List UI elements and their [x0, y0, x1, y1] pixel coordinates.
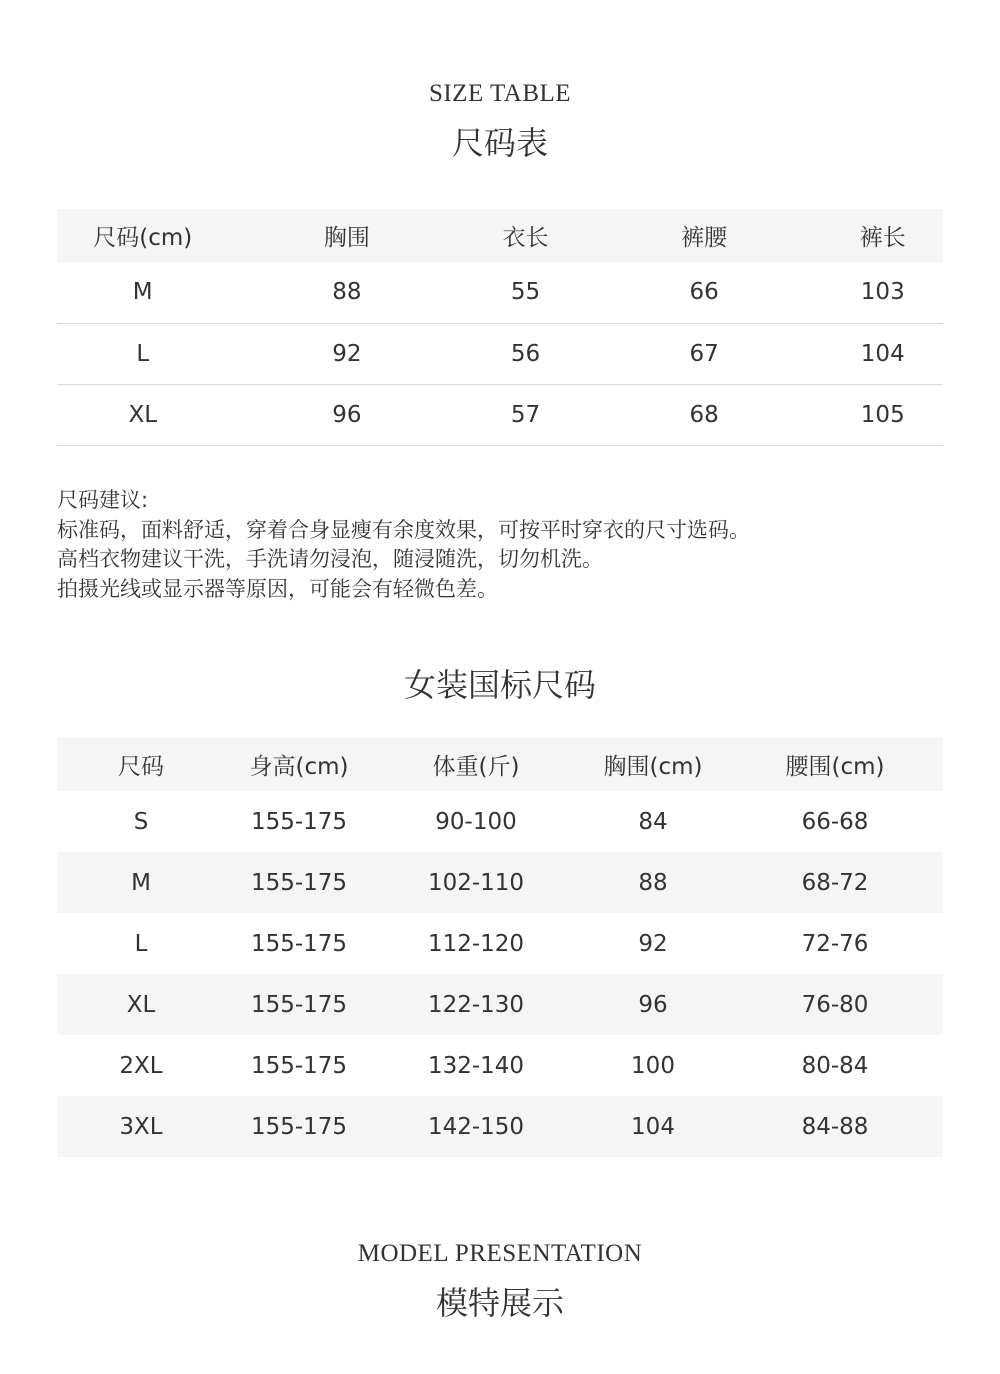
table-cell: 72-76 — [801, 930, 869, 957]
table-cell: 105 — [860, 401, 905, 428]
table-row — [57, 913, 943, 974]
size-advice — [57, 486, 943, 604]
table-cell: 92 — [638, 930, 668, 957]
table-cell: 90-100 — [435, 808, 517, 835]
table-cell: 155-175 — [250, 1052, 348, 1079]
size-table-title-en: SIZE TABLE — [428, 80, 572, 107]
header-cell: 体重(斤) — [432, 754, 520, 780]
table-row — [57, 1035, 943, 1096]
header-cell: 衣长 — [502, 225, 549, 251]
table-cell: 55 — [510, 279, 541, 306]
national-table-header-row — [57, 738, 943, 791]
header-cell: 裤长 — [859, 225, 906, 251]
table-cell: 84-88 — [801, 1113, 869, 1140]
national-size-table — [57, 738, 943, 1157]
advice-line: 拍摄光线或显示器等原因，可能会有轻微色差。 — [57, 576, 498, 601]
table-cell: 3XL — [119, 1113, 163, 1140]
header-cell: 胸围(cm) — [603, 754, 703, 780]
table-cell: 2XL — [119, 1052, 163, 1079]
table-cell: 122-130 — [427, 991, 525, 1018]
advice-line: 标准码，面料舒适，穿着合身显瘦有余度效果，可按平时穿衣的尺寸选码。 — [57, 517, 750, 542]
table-row — [57, 323, 943, 384]
table-cell: 104 — [631, 1113, 675, 1140]
table-cell: 103 — [860, 279, 905, 306]
table-cell: L — [134, 930, 148, 957]
table-cell: 100 — [631, 1052, 675, 1079]
table-row — [57, 852, 943, 913]
table-cell: 88 — [638, 869, 668, 896]
header-cell: 胸围 — [323, 225, 370, 251]
table-cell: 80-84 — [801, 1052, 869, 1079]
header-cell: 尺码 — [118, 754, 164, 780]
table-cell: 92 — [332, 340, 362, 367]
header-cell: 身高(cm) — [249, 754, 349, 780]
table-cell: M — [131, 869, 151, 896]
table-cell: 56 — [510, 340, 541, 367]
size-table-header-row — [57, 209, 943, 262]
table-cell: 66-68 — [801, 808, 869, 835]
table-row — [57, 262, 943, 323]
table-cell: 155-175 — [250, 808, 348, 835]
table-cell: 155-175 — [250, 991, 348, 1018]
national-size-title: 女装国标尺码 — [403, 666, 596, 704]
table-cell: 66 — [689, 279, 719, 306]
table-cell: L — [136, 340, 150, 367]
table-cell: 112-120 — [427, 930, 525, 957]
table-cell: M — [132, 279, 153, 306]
table-cell: S — [133, 808, 149, 835]
size-table-title-cn: 尺码表 — [451, 124, 548, 162]
advice-heading: 尺码建议: — [57, 488, 149, 512]
table-cell: 142-150 — [427, 1113, 525, 1140]
table-cell: XL — [126, 991, 156, 1018]
table-cell: 88 — [332, 279, 362, 306]
table-cell: 96 — [332, 401, 362, 428]
table-cell: 155-175 — [250, 869, 348, 896]
header-cell: 裤腰 — [681, 225, 728, 251]
table-cell: XL — [128, 401, 158, 428]
table-cell: 104 — [860, 340, 905, 367]
table-cell: 84 — [638, 808, 668, 835]
table-cell: 68 — [689, 401, 719, 428]
size-table — [57, 209, 943, 446]
table-cell: 155-175 — [250, 930, 348, 957]
table-row — [57, 1096, 943, 1157]
advice-line: 高档衣物建议干洗，手洗请勿浸泡，随浸随洗，切勿机洗。 — [57, 547, 603, 571]
table-row — [57, 974, 943, 1035]
table-row — [57, 791, 943, 852]
table-cell: 155-175 — [250, 1113, 348, 1140]
table-cell: 57 — [510, 401, 541, 428]
table-cell: 102-110 — [427, 869, 525, 896]
table-row — [57, 384, 943, 445]
model-title-cn: 模特展示 — [435, 1284, 564, 1322]
model-title-en: MODEL PRESENTATION — [357, 1240, 643, 1267]
table-cell: 76-80 — [801, 991, 869, 1018]
header-cell: 尺码(cm) — [93, 225, 193, 251]
header-cell: 腰围(cm) — [785, 754, 885, 780]
table-cell: 132-140 — [427, 1052, 525, 1079]
table-cell: 67 — [689, 340, 719, 367]
table-cell: 96 — [638, 991, 668, 1018]
table-cell: 68-72 — [801, 869, 869, 896]
